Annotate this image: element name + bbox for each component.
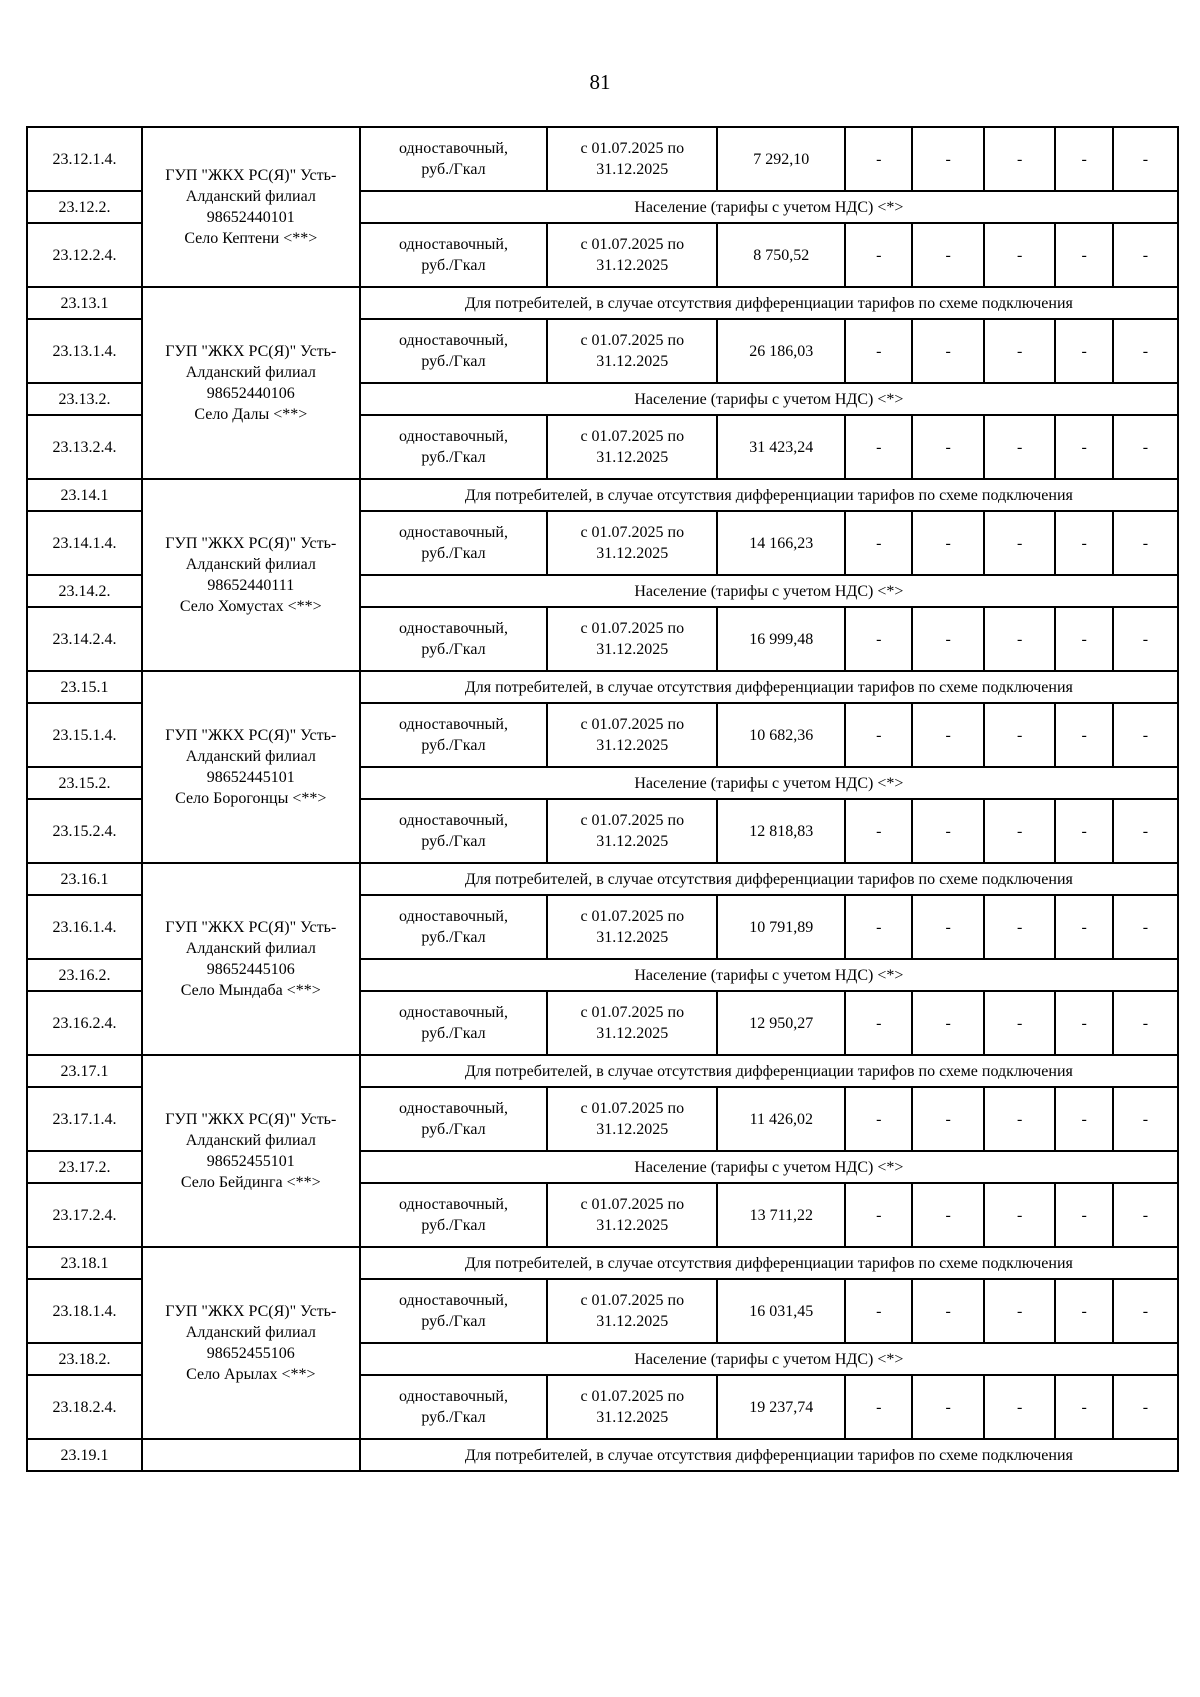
tariff-type-line: одноставочный, — [398, 140, 508, 157]
org-line: Алданский филиал — [185, 556, 316, 573]
table-row — [27, 863, 1178, 895]
dash-cell: - — [845, 223, 912, 287]
dash-cell: - — [1113, 511, 1178, 575]
period-line: 31.12.2025 — [596, 1025, 669, 1042]
population-label: Население (тарифы с учетом НДС) <*> — [360, 191, 1178, 223]
dash-cell: - — [984, 223, 1056, 287]
organization-cell — [142, 1439, 360, 1471]
period-line: 31.12.2025 — [596, 929, 669, 946]
tariff-value: 11 426,02 — [717, 1087, 845, 1151]
tariff-type-line: одноставочный, — [398, 428, 508, 445]
dash-cell: - — [845, 511, 912, 575]
row-code: 23.16.1.4. — [27, 895, 142, 959]
period-line: с 01.07.2025 по — [580, 908, 685, 925]
org-line: 98652440101 — [206, 209, 295, 226]
tariff-type-cell — [360, 319, 547, 383]
row-code: 23.16.2.4. — [27, 991, 142, 1055]
tariff-type-line: одноставочный, — [398, 1100, 508, 1117]
organization-cell — [142, 863, 360, 1055]
dash-cell: - — [912, 607, 984, 671]
dash-cell: - — [912, 223, 984, 287]
tariff-type-line: руб./Гкал — [421, 1409, 486, 1426]
dash-cell: - — [912, 1279, 984, 1343]
tariff-type-line: одноставочный, — [398, 1196, 508, 1213]
tariff-type-line: руб./Гкал — [421, 1313, 486, 1330]
population-label: Население (тарифы с учетом НДС) <*> — [360, 959, 1178, 991]
consumers-label: Для потребителей, в случае отсутствия дифференциации тарифов по схеме подключения — [360, 479, 1178, 511]
tariff-type-cell — [360, 799, 547, 863]
dash-cell: - — [1055, 223, 1112, 287]
row-code: 23.19.1 — [27, 1439, 142, 1471]
tariff-type-line: руб./Гкал — [421, 257, 486, 274]
tariff-value: 14 166,23 — [717, 511, 845, 575]
tariff-type-line: одноставочный, — [398, 1292, 508, 1309]
row-code: 23.15.2. — [27, 767, 142, 799]
tariff-type-line: одноставочный, — [398, 620, 508, 637]
tariff-type-line: одноставочный, — [398, 524, 508, 541]
period-line: с 01.07.2025 по — [580, 332, 685, 349]
period-line: с 01.07.2025 по — [580, 236, 685, 253]
row-code: 23.13.1 — [27, 287, 142, 319]
dash-cell: - — [984, 1279, 1056, 1343]
consumers-label: Для потребителей, в случае отсутствия дифференциации тарифов по схеме подключения — [360, 863, 1178, 895]
period-line: 31.12.2025 — [596, 449, 669, 466]
dash-cell: - — [984, 1183, 1056, 1247]
dash-cell: - — [845, 1375, 912, 1439]
period-cell — [547, 703, 717, 767]
population-label: Население (тарифы с учетом НДС) <*> — [360, 383, 1178, 415]
dash-cell: - — [912, 799, 984, 863]
period-line: с 01.07.2025 по — [580, 1004, 685, 1021]
tariff-value: 12 950,27 — [717, 991, 845, 1055]
row-code: 23.17.1.4. — [27, 1087, 142, 1151]
org-line: Алданский филиал — [185, 364, 316, 381]
tariff-type-cell — [360, 1375, 547, 1439]
period-line: с 01.07.2025 по — [580, 1196, 685, 1213]
tariff-type-cell — [360, 607, 547, 671]
dash-cell: - — [984, 127, 1056, 191]
dash-cell: - — [1055, 127, 1112, 191]
tariff-type-line: одноставочный, — [398, 1004, 508, 1021]
period-cell — [547, 1279, 717, 1343]
period-line: с 01.07.2025 по — [580, 1292, 685, 1309]
period-cell — [547, 991, 717, 1055]
row-code: 23.17.1 — [27, 1055, 142, 1087]
organization-cell — [142, 479, 360, 671]
organization-cell — [142, 127, 360, 287]
dash-cell: - — [1113, 1183, 1178, 1247]
dash-cell: - — [1055, 1375, 1112, 1439]
population-label: Население (тарифы с учетом НДС) <*> — [360, 575, 1178, 607]
tariff-type-line: руб./Гкал — [421, 1025, 486, 1042]
row-code: 23.16.1 — [27, 863, 142, 895]
dash-cell: - — [984, 319, 1056, 383]
tariff-type-line: руб./Гкал — [421, 641, 486, 658]
consumers-label: Для потребителей, в случае отсутствия дифференциации тарифов по схеме подключения — [360, 671, 1178, 703]
tariff-type-line: одноставочный, — [398, 812, 508, 829]
table-row — [27, 1055, 1178, 1087]
row-code: 23.18.2.4. — [27, 1375, 142, 1439]
dash-cell: - — [984, 415, 1056, 479]
organization-cell — [142, 1055, 360, 1247]
org-line: Село Хомустах <**> — [179, 598, 322, 615]
row-code: 23.14.1.4. — [27, 511, 142, 575]
tariff-type-line: руб./Гкал — [421, 1217, 486, 1234]
population-label: Население (тарифы с учетом НДС) <*> — [360, 767, 1178, 799]
dash-cell: - — [845, 703, 912, 767]
dash-cell: - — [845, 1279, 912, 1343]
tariff-value: 7 292,10 — [717, 127, 845, 191]
period-cell — [547, 223, 717, 287]
tariff-type-line: одноставочный, — [398, 908, 508, 925]
row-code: 23.15.1 — [27, 671, 142, 703]
org-line: ГУП "ЖКХ РС(Я)" Усть- — [165, 1303, 337, 1320]
consumers-label: Для потребителей, в случае отсутствия дифференциации тарифов по схеме подключения — [360, 1055, 1178, 1087]
consumers-label: Для потребителей, в случае отсутствия дифференциации тарифов по схеме подключения — [360, 1247, 1178, 1279]
dash-cell: - — [912, 895, 984, 959]
row-code: 23.12.2.4. — [27, 223, 142, 287]
dash-cell: - — [912, 991, 984, 1055]
table-row — [27, 671, 1178, 703]
tariff-value: 16 031,45 — [717, 1279, 845, 1343]
table-row — [27, 1439, 1178, 1471]
tariff-type-cell — [360, 223, 547, 287]
period-cell — [547, 1183, 717, 1247]
dash-cell: - — [845, 127, 912, 191]
dash-cell: - — [984, 991, 1056, 1055]
period-line: 31.12.2025 — [596, 1313, 669, 1330]
period-line: с 01.07.2025 по — [580, 140, 685, 157]
tariff-value: 31 423,24 — [717, 415, 845, 479]
row-code: 23.17.2. — [27, 1151, 142, 1183]
tariff-table-body — [27, 127, 1178, 1471]
period-line: 31.12.2025 — [596, 257, 669, 274]
period-line: с 01.07.2025 по — [580, 620, 685, 637]
row-code: 23.16.2. — [27, 959, 142, 991]
row-code: 23.13.1.4. — [27, 319, 142, 383]
tariff-type-line: руб./Гкал — [421, 833, 486, 850]
period-line: 31.12.2025 — [596, 737, 669, 754]
dash-cell: - — [984, 703, 1056, 767]
dash-cell: - — [1055, 895, 1112, 959]
organization-cell — [142, 1247, 360, 1439]
dash-cell: - — [845, 991, 912, 1055]
table-row — [27, 127, 1178, 191]
period-line: с 01.07.2025 по — [580, 1388, 685, 1405]
dash-cell: - — [912, 319, 984, 383]
dash-cell: - — [912, 1375, 984, 1439]
dash-cell: - — [845, 607, 912, 671]
org-line: Алданский филиал — [185, 748, 316, 765]
org-line: Алданский филиал — [185, 940, 316, 957]
dash-cell: - — [1113, 319, 1178, 383]
org-line: 98652445106 — [206, 961, 295, 978]
consumers-label: Для потребителей, в случае отсутствия дифференциации тарифов по схеме подключения — [360, 1439, 1178, 1471]
org-line: Село Бейдинга <**> — [180, 1174, 321, 1191]
tariff-value: 13 711,22 — [717, 1183, 845, 1247]
row-code: 23.18.1 — [27, 1247, 142, 1279]
dash-cell: - — [1113, 703, 1178, 767]
table-row — [27, 287, 1178, 319]
dash-cell: - — [1113, 1375, 1178, 1439]
dash-cell: - — [1055, 991, 1112, 1055]
org-line: Село Арылах <**> — [186, 1366, 316, 1383]
period-cell — [547, 319, 717, 383]
period-line: 31.12.2025 — [596, 1409, 669, 1426]
period-cell — [547, 127, 717, 191]
org-line: ГУП "ЖКХ РС(Я)" Усть- — [165, 343, 337, 360]
org-line: 98652445101 — [206, 769, 295, 786]
dash-cell: - — [1113, 607, 1178, 671]
tariff-type-line: руб./Гкал — [421, 161, 486, 178]
dash-cell: - — [1055, 1183, 1112, 1247]
tariff-value: 26 186,03 — [717, 319, 845, 383]
tariff-value: 10 791,89 — [717, 895, 845, 959]
dash-cell: - — [984, 1375, 1056, 1439]
dash-cell: - — [1113, 127, 1178, 191]
org-line: ГУП "ЖКХ РС(Я)" Усть- — [165, 1111, 337, 1128]
dash-cell: - — [845, 319, 912, 383]
org-line: 98652455106 — [206, 1345, 295, 1362]
row-code: 23.17.2.4. — [27, 1183, 142, 1247]
row-code: 23.14.2.4. — [27, 607, 142, 671]
org-line: 98652440106 — [206, 385, 295, 402]
tariff-table — [26, 126, 1179, 1472]
org-line: Село Кептени <**> — [184, 230, 318, 247]
population-label: Население (тарифы с учетом НДС) <*> — [360, 1151, 1178, 1183]
tariff-type-cell — [360, 1087, 547, 1151]
dash-cell: - — [1055, 511, 1112, 575]
dash-cell: - — [1113, 1279, 1178, 1343]
table-row — [27, 479, 1178, 511]
period-line: 31.12.2025 — [596, 1217, 669, 1234]
tariff-type-cell — [360, 1183, 547, 1247]
org-line: Алданский филиал — [185, 1324, 316, 1341]
row-code: 23.13.2. — [27, 383, 142, 415]
dash-cell: - — [1113, 223, 1178, 287]
period-line: 31.12.2025 — [596, 161, 669, 178]
tariff-type-line: одноставочный, — [398, 332, 508, 349]
tariff-type-line: руб./Гкал — [421, 1121, 486, 1138]
tariff-value: 19 237,74 — [717, 1375, 845, 1439]
tariff-type-cell — [360, 895, 547, 959]
dash-cell: - — [845, 895, 912, 959]
tariff-type-cell — [360, 415, 547, 479]
period-line: 31.12.2025 — [596, 641, 669, 658]
dash-cell: - — [912, 415, 984, 479]
dash-cell: - — [1055, 607, 1112, 671]
period-line: с 01.07.2025 по — [580, 524, 685, 541]
row-code: 23.18.2. — [27, 1343, 142, 1375]
period-line: с 01.07.2025 по — [580, 428, 685, 445]
dash-cell: - — [984, 511, 1056, 575]
dash-cell: - — [845, 1183, 912, 1247]
tariff-type-line: руб./Гкал — [421, 737, 486, 754]
dash-cell: - — [984, 799, 1056, 863]
dash-cell: - — [845, 799, 912, 863]
period-line: с 01.07.2025 по — [580, 1100, 685, 1117]
dash-cell: - — [1113, 991, 1178, 1055]
period-cell — [547, 511, 717, 575]
row-code: 23.12.1.4. — [27, 127, 142, 191]
dash-cell: - — [1113, 1087, 1178, 1151]
dash-cell: - — [1113, 415, 1178, 479]
tariff-type-line: одноставочный, — [398, 1388, 508, 1405]
org-line: 98652455101 — [206, 1153, 295, 1170]
period-cell — [547, 1087, 717, 1151]
row-code: 23.12.2. — [27, 191, 142, 223]
organization-cell — [142, 287, 360, 479]
tariff-type-line: руб./Гкал — [421, 449, 486, 466]
org-line: Алданский филиал — [185, 1132, 316, 1149]
tariff-type-line: одноставочный, — [398, 236, 508, 253]
page-number: 81 — [589, 70, 611, 94]
org-line: Алданский филиал — [185, 188, 316, 205]
tariff-value: 10 682,36 — [717, 703, 845, 767]
dash-cell: - — [1055, 703, 1112, 767]
period-cell — [547, 607, 717, 671]
dash-cell: - — [912, 703, 984, 767]
period-cell — [547, 1375, 717, 1439]
org-line: ГУП "ЖКХ РС(Я)" Усть- — [165, 919, 337, 936]
period-cell — [547, 895, 717, 959]
dash-cell: - — [1113, 895, 1178, 959]
row-code: 23.14.1 — [27, 479, 142, 511]
consumers-label: Для потребителей, в случае отсутствия дифференциации тарифов по схеме подключения — [360, 287, 1178, 319]
tariff-type-cell — [360, 991, 547, 1055]
dash-cell: - — [845, 415, 912, 479]
organization-cell — [142, 671, 360, 863]
tariff-type-line: одноставочный, — [398, 716, 508, 733]
period-cell — [547, 415, 717, 479]
org-line: ГУП "ЖКХ РС(Я)" Усть- — [165, 727, 337, 744]
org-line: Село Борогонцы <**> — [175, 790, 327, 807]
population-label: Население (тарифы с учетом НДС) <*> — [360, 1343, 1178, 1375]
org-line: ГУП "ЖКХ РС(Я)" Усть- — [165, 535, 337, 552]
dash-cell: - — [1055, 1279, 1112, 1343]
org-line: 98652440111 — [207, 577, 295, 594]
dash-cell: - — [1055, 319, 1112, 383]
dash-cell: - — [984, 1087, 1056, 1151]
tariff-type-cell — [360, 511, 547, 575]
dash-cell: - — [1113, 799, 1178, 863]
row-code: 23.13.2.4. — [27, 415, 142, 479]
period-line: 31.12.2025 — [596, 1121, 669, 1138]
dash-cell: - — [912, 1087, 984, 1151]
tariff-value: 16 999,48 — [717, 607, 845, 671]
row-code: 23.18.1.4. — [27, 1279, 142, 1343]
dash-cell: - — [845, 1087, 912, 1151]
tariff-value: 8 750,52 — [717, 223, 845, 287]
table-row — [27, 1247, 1178, 1279]
dash-cell: - — [984, 895, 1056, 959]
tariff-type-cell — [360, 703, 547, 767]
period-line: с 01.07.2025 по — [580, 812, 685, 829]
tariff-type-cell — [360, 1279, 547, 1343]
org-line: Село Далы <**> — [194, 406, 308, 423]
dash-cell: - — [912, 1183, 984, 1247]
dash-cell: - — [912, 127, 984, 191]
period-line: с 01.07.2025 по — [580, 716, 685, 733]
period-cell — [547, 799, 717, 863]
row-code: 23.15.2.4. — [27, 799, 142, 863]
tariff-type-line: руб./Гкал — [421, 929, 486, 946]
tariff-type-line: руб./Гкал — [421, 353, 486, 370]
row-code: 23.15.1.4. — [27, 703, 142, 767]
org-line: ГУП "ЖКХ РС(Я)" Усть- — [165, 167, 337, 184]
org-line: Село Мындаба <**> — [180, 982, 321, 999]
tariff-type-line: руб./Гкал — [421, 545, 486, 562]
period-line: 31.12.2025 — [596, 545, 669, 562]
dash-cell: - — [1055, 799, 1112, 863]
period-line: 31.12.2025 — [596, 353, 669, 370]
dash-cell: - — [1055, 1087, 1112, 1151]
tariff-type-cell — [360, 127, 547, 191]
row-code: 23.14.2. — [27, 575, 142, 607]
dash-cell: - — [912, 511, 984, 575]
dash-cell: - — [984, 607, 1056, 671]
period-line: 31.12.2025 — [596, 833, 669, 850]
dash-cell: - — [1055, 415, 1112, 479]
tariff-value: 12 818,83 — [717, 799, 845, 863]
